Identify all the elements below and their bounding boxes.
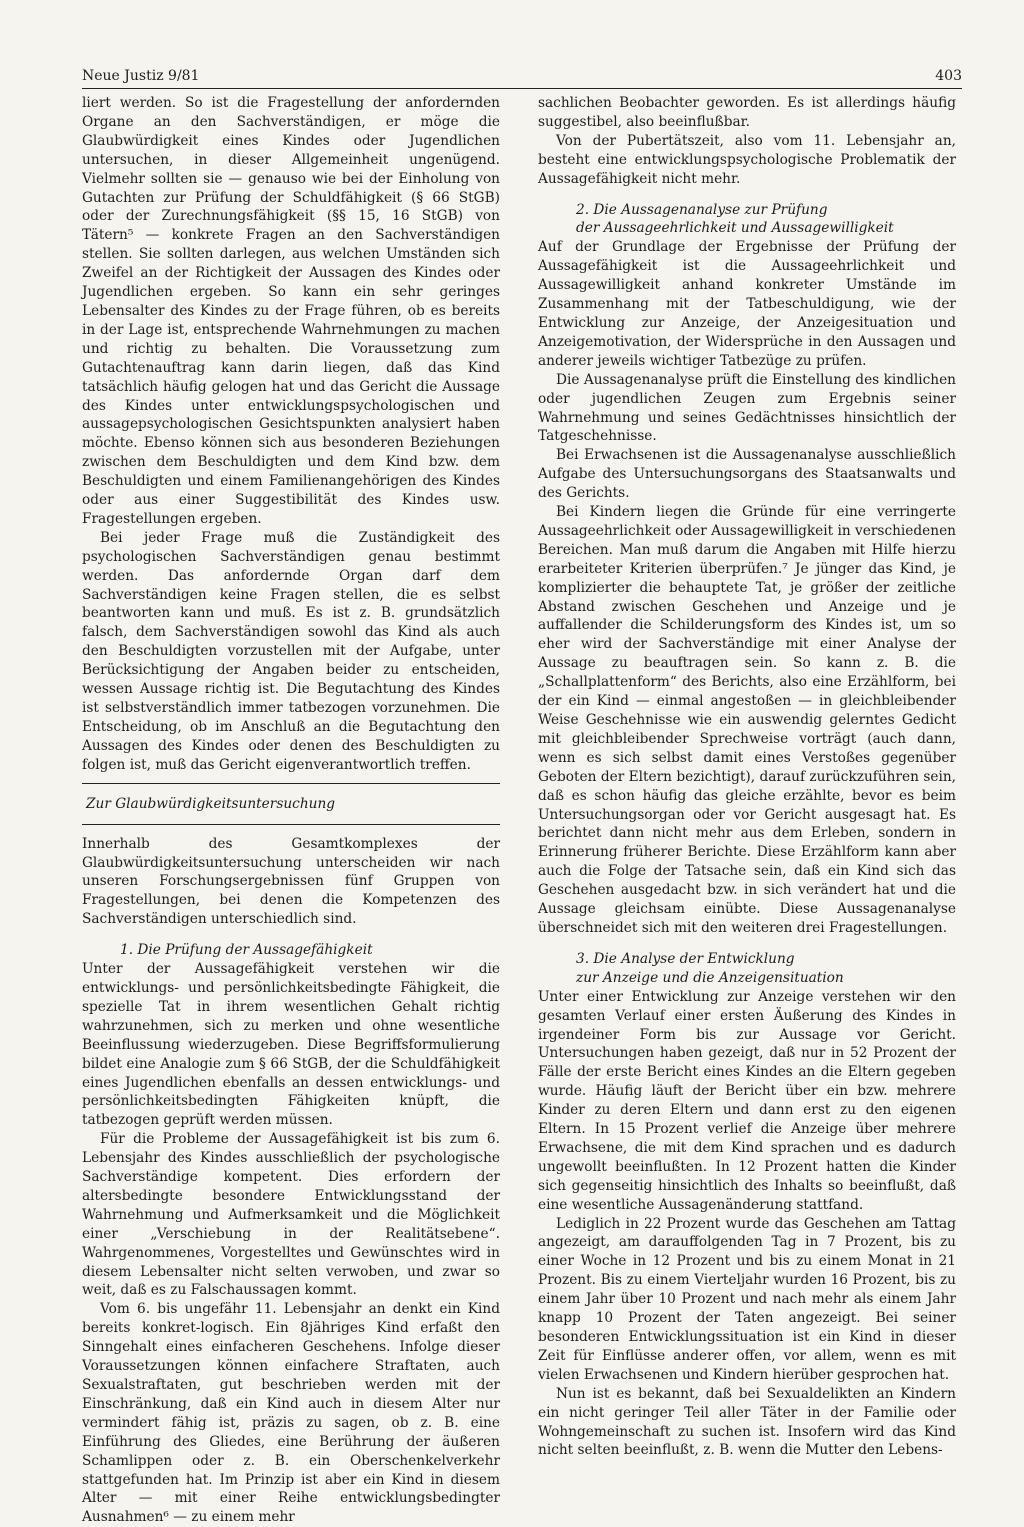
subheading: [576, 950, 956, 988]
paragraph: Nun ist es bekannt, daß bei Sexualdelikten an Kindern ein nicht geringer Teil aller Täter in der Familie oder Wohngemeinschaft zu suchen ist. Insofern wird das Kind nicht selten beeinflußt, z. B. wenn die Mutter den Lebens-: [538, 1385, 956, 1459]
subheading: [576, 201, 956, 239]
paragraph: Innerhalb des Gesamtkomplexes der Glaubwürdigkeitsuntersuchung unterscheiden wir nach unseren Forschungsergebnissen fünf Gruppen von Fragestellungen, bei denen die Kompetenzen des Sachverständigen unterschiedlich sind.: [82, 835, 500, 928]
section-divider: [82, 783, 500, 784]
paragraph: sachlichen Beobachter geworden. Es ist allerdings häufig suggestibel, also beeinflußbar.: [538, 95, 956, 130]
subheading-line: 3. Die Analyse der Entwicklung: [576, 950, 795, 967]
section-title: Zur Glaubwürdigkeitsuntersuchung: [86, 795, 336, 812]
paragraph: Vom 6. bis ungefähr 11. Lebensjahr an denkt ein Kind bereits konkret-logisch. Ein 8jähriges Kind erfaßt den Sinngehalt eines einfacheren Geschehens. Infolge dieser Voraussetzungen können einfachere Straftaten, auch Sexualstraftaten, gut beschrieben werden mit der Einschränkung, daß ein Kind auch in diesem Alter nur vermindert fähig ist, präzis zu sagen, ob z. B. eine Einführung des Gliedes, eine Berührung der äußeren Schamlippen oder z. B. ein Oberschenkelverkehr stattgefunden hat. Im Prinzip ist aber ein Kind in diesem Alter — mit einer Reihe entwicklungsbedingter Ausnahmen⁶ — zu einem mehr: [82, 1301, 500, 1526]
right-column: [538, 94, 956, 1459]
paragraph: Bei Kindern liegen die Gründe für eine verringerte Aussageehrlichkeit oder Aussagewilligkeit in verschiedenen Bereichen. Man muß darum die Angaben mit Hilfe hierzu erarbeiteter Kriterien überprüfen.⁷ Je jünger das Kind, je komplizierter die behauptete Tat, je größer der zeitliche Abstand zwischen Geschehen und Anzeige und je auffallender die Schilderungsform des Kindes ist, um so eher wird der Sachverständige mit einer Analyse der Aussage zu beauftragen sein. So kann z. B. die „Schallplattenform“ des Berichts, also eine Erzählform, bei der ein Kind — einmal angestoßen — in gleichbleibender Weise Geschehnisse wie ein auswendig gelerntes Gedicht mit gleichbleibender Sprechweise vorträgt (auch dann, wenn es sich selbst damit eines Verstoßes gegenüber Geboten der Eltern bezichtigt), darauf zurückzuführen sein, daß es schon häufig das gleiche erzählte, bevor es beim Untersuchungsorgan oder vor Gericht ausgesagt hat. Es berichtet dann nicht mehr aus dem Erleben, sondern in Erinnerung früherer Berichte. Diese Erzählform kann aber auch die Folge der Tatsache sein, daß ein Kind sich das Geschehen ausgedacht bzw. in sich verändert hat und die Aussage gleichsam einübte. Diese Aussagenanalyse überschneidet sich mit den weiteren drei Fragestellungen.: [538, 504, 956, 936]
left-column: [82, 94, 500, 1526]
paragraph: Die Aussagenanalyse prüft die Einstellung des kindlichen oder jugendlichen Zeugen zum Ergebnis seiner Wahrnehmung und seines Gedächtnisses hinsichtlich der Tatgeschehnisse.: [538, 371, 956, 445]
journal-title: Neue Justiz 9/81: [82, 68, 200, 84]
subheading: 1. Die Prüfung der Aussagefähigkeit: [120, 942, 373, 959]
paragraph: Unter einer Entwicklung zur Anzeige verstehen wir den gesamten Verlauf einer ersten Äußerung des Kindes in irgendeiner Form bis zur Aussage vor Gericht. Untersuchungen haben gezeigt, daß nur in 52 Prozent der Fälle der erste Bericht eines Kindes an die Eltern gegeben wurde. Häufig läuft der Bericht über ein bzw. mehrere Kinder zu deren Eltern und dann erst zu den eigenen Eltern. In 15 Prozent verlief die Anzeige über mehrere Erwachsene, die mit dem Kind sprachen und es dadurch ungewollt beeinflußten. In 12 Prozent hatten die Kinder sich gegenseitig hinsichtlich des Inhalts so beeinflußt, daß eine wesentliche Aussagenänderung stattfand.: [538, 988, 956, 1213]
subheading-line: zur Anzeige und die Anzeigensituation: [576, 969, 844, 986]
paragraph: Von der Pubertätszeit, also vom 11. Lebensjahr an, besteht eine entwicklungspsychologische Problematik der Aussagefähigkeit nicht mehr.: [538, 132, 956, 187]
paragraph: Bei jeder Frage muß die Zuständigkeit des psychologischen Sachverständigen genau bestimmt werden. Das anfordernde Organ darf dem Sachverständigen keine Fragen stellen, die es selbst beantworten kann und muß. Es ist z. B. grundsätzlich falsch, dem Sachverständigen sowohl das Kind als auch den Beschuldigten vorzustellen mit der Aufgabe, unter Berücksichtigung der Angaben beider zu entscheiden, wessen Aussage richtig ist. Die Begutachtung des Kindes ist selbstverständlich immer tatbezogen vorzunehmen. Die Entscheidung, ob im Anschluß an die Begutachtung den Aussagen des Kindes oder denen des Beschuldigten zu folgen ist, muß das Gericht eigenverantwortlich treffen.: [82, 529, 500, 773]
running-header: [82, 60, 962, 89]
paragraph: Auf der Grundlage der Ergebnisse der Prüfung der Aussagefähigkeit ist die Aussageehrlichkeit und Aussagewilligkeit anhand konkreter Umstände im Zusammenhang mit der Tatbeschuldigung, wie der Entwicklung zur Anzeige, der Anzeigesituation und Anzeigemotivation, der Widersprüche in den Aussagen und anderer jeweils wichtiger Tatbezüge zu prüfen.: [538, 239, 956, 369]
paragraph: Lediglich in 22 Prozent wurde das Geschehen am Tattag angezeigt, am darauffolgenden Tag in 7 Prozent, bis zu einer Woche in 12 Prozent und bis zu einem Monat in 21 Prozent. Bis zu einem Vierteljahr wurden 16 Prozent, bis zu einem Jahr über 10 Prozent und nach mehr als einem Jahr knapp 10 Prozent der Taten angezeigt. Bei seiner besonderen Entwicklungssituation ist ein Kind in dieser Zeit für Einflüsse anderer offen, vor allem, wenn es mit vielen Erwachsenen und Kindern hierüber gesprochen hat.: [538, 1215, 956, 1383]
page-number: 403: [935, 68, 962, 84]
subheading-line: 2. Die Aussagenanalyse zur Prüfung: [576, 201, 828, 218]
paragraph: Bei Erwachsenen ist die Aussagenanalyse ausschließlich Aufgabe des Untersuchungsorgans des Staatsanwalts und des Gerichts.: [538, 447, 956, 502]
paragraph: Unter der Aussagefähigkeit verstehen wir die entwicklungs- und persönlichkeitsbedingte Fähigkeit, die spezielle Tat in ihrem wesentlichen Gehalt richtig wahrzunehmen, sich zu merken und ohne wesentliche Beeinflussung wiederzugeben. Diese Begriffsformulierung bildet eine Analogie zum § 66 StGB, der die Schuldfähigkeit eines Jugendlichen ebenfalls an dessen entwicklungs- und persönlichkeitsbedingten Fähigkeiten knüpft, die tatbezogen geprüft werden müssen.: [82, 961, 500, 1129]
paragraph: Für die Probleme der Aussagefähigkeit ist bis zum 6. Lebensjahr des Kindes ausschließlich der psychologische Sachverständige kompetent. Dies erfordern der altersbedingte besondere Entwicklungsstand der Wahrnehmung und Aufmerksamkeit und die Möglichkeit einer „Verschiebung in der Realitätsebene“. Wahrgenommenes, Vorgestelltes und Gewünschtes wird in diesem Lebensalter nicht selten verwoben, und zwar so weit, daß es zu Falschaussagen kommt.: [82, 1131, 500, 1299]
section-divider: [82, 824, 500, 825]
subheading-line: der Aussageehrlichkeit und Aussagewilligkeit: [576, 220, 894, 237]
paragraph: liert werden. So ist die Fragestellung der anfordernden Organe an den Sachverständigen, er möge die Glaubwürdigkeit eines Kindes oder Jugendlichen untersuchen, in dieser Allgemeinheit ungenügend. Vielmehr sollten sie — genauso wie bei der Einholung von Gutachten zur Prüfung der Schuldfähigkeit (§ 66 StGB) oder der Zurechnungsfähigkeit (§§ 15, 16 StGB) von Tätern⁵ — konkrete Fragen an den Sachverständigen stellen. Sie sollten darlegen, aus welchen Umständen sich Zweifel an der Richtigkeit der Aussagen des Kindes oder Jugendlichen ergeben. So kann ein sehr geringes Lebensalter des Kindes zu der Frage führen, ob es bereits in der Lage ist, entsprechende Wahrnehmungen zu machen und richtig zu behalten. Die Voraussetzung zum Gutachtenauftrag kann darin liegen, daß das Kind tatsächlich häufig gelogen hat und das Gericht die Aussage des Kindes unter entwicklungspsychologischen und aussagepsychologischen Gesichtspunkten analysiert haben möchte. Ebenso können sich aus besonderen Beziehungen zwischen dem Beschuldigten und dem Kind bzw. dem Beschuldigten und einem Familienangehörigen des Kindes oder aus einer Suggestibilität des Kindes usw. Fragestellungen ergeben.: [82, 95, 500, 527]
